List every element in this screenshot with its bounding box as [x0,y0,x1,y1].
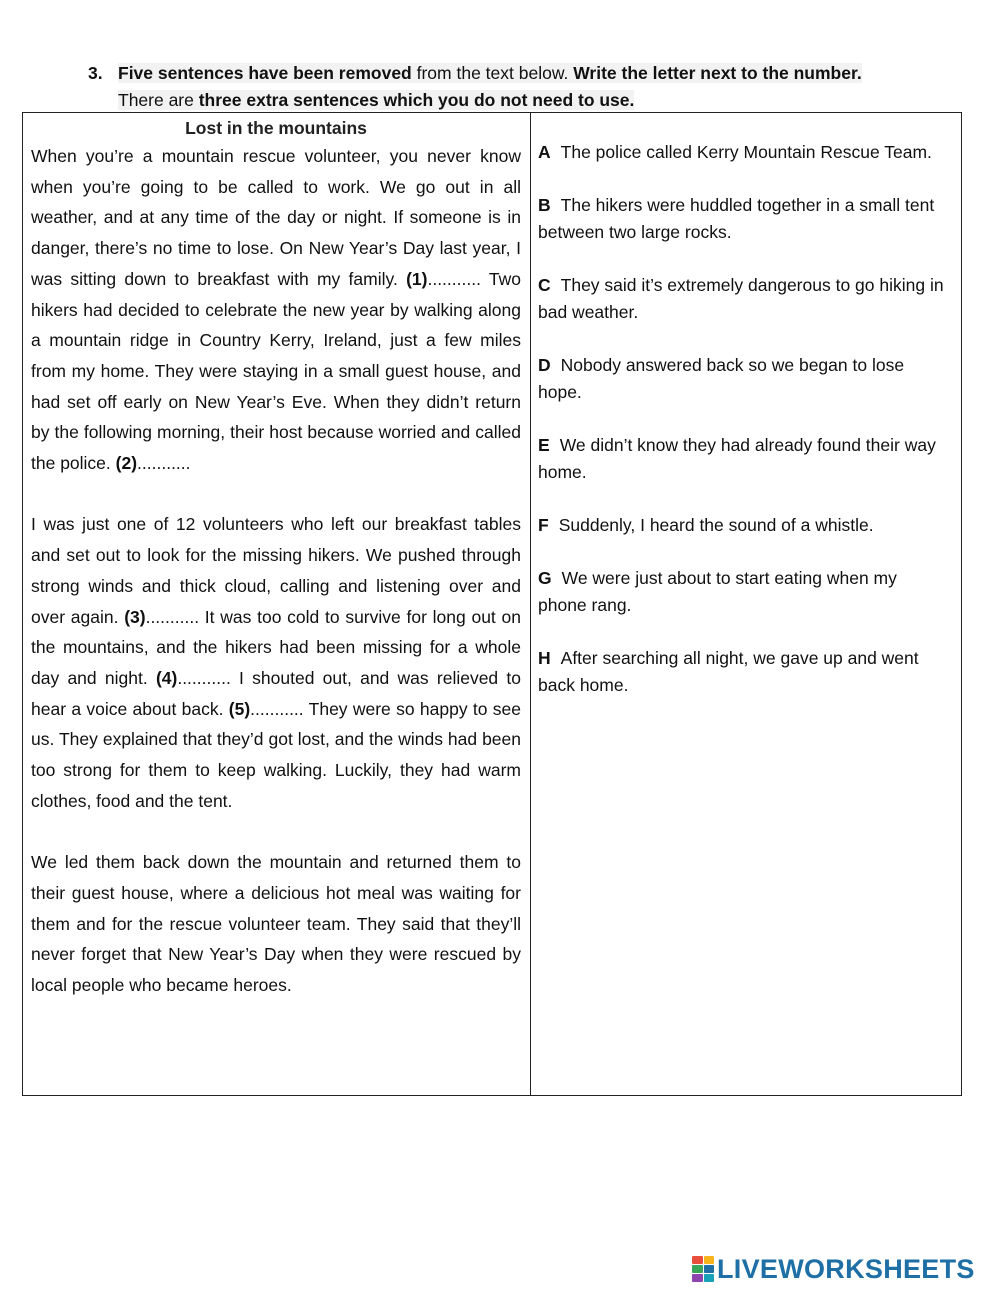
option-letter: F [538,515,549,535]
instruction-bold-3: three extra sentences which you do not need to use. [198,90,635,110]
story-paragraph-2: I was just one of 12 volunteers who left our breakfast tables and set out to look for the missing hikers. We pushed through strong winds and thick cloud, calling and listening over and over again. (3)........... It was too cold to survive for long out on the mountains, and the hikers had been missing for a whole day and night. (4)........... I shouted out, and was relieved to hear a voice about back. (5)........... They were so happy to see us. They explained that they’d got lost, and the winds had been too strong for them to keep walking. Luckily, they had warm clothes, food and the tent. [31,514,521,811]
gap-5: (5) [228,698,251,719]
options-column [538,139,948,725]
option-letter: D [538,355,551,375]
option-e [538,432,948,486]
gap-1: (1) [406,268,428,289]
option-letter: G [538,568,552,588]
option-text: We didn’t know they had already found their way home. [538,435,936,482]
story-title: Lost in the mountains [185,118,367,138]
option-letter: C [538,275,551,295]
option-text: The police called Kerry Mountain Rescue Team. [560,142,932,162]
option-f [538,512,948,539]
instruction-text-1: from the text below. [411,63,574,83]
gap-3: (3) [124,606,146,627]
option-h [538,645,948,699]
option-text: Nobody answered back so we began to lose hope. [538,355,905,402]
option-b [538,192,948,246]
option-letter: H [538,648,551,668]
story-paragraph-3: We led them back down the mountain and returned them to their guest house, where a delicious hot meal was waiting for them and for the rescue volunteer team. They said that they’ll never forget that New Year’s Day when they were rescued by local people who became heroes. [31,852,521,995]
option-letter: A [538,142,551,162]
option-text: They said it’s extremely dangerous to go hiking in bad weather. [538,275,944,322]
instruction-bold-2: Write the letter next to the number. [573,63,862,83]
option-c [538,272,948,326]
instructions [88,60,968,114]
option-text: Suddenly, I heard the sound of a whistle. [558,515,874,535]
instruction-text-2: There are [118,90,199,110]
question-number: 3. [88,63,103,83]
gap-4: (4) [155,667,178,688]
exercise-table [22,112,962,1096]
option-letter: B [538,195,551,215]
column-divider [530,113,531,1095]
option-text: After searching all night, we gave up and went back home. [538,648,919,695]
logo-text: LIVEWORKSHEETS [717,1253,975,1284]
liveworksheets-logo[interactable] [692,1252,975,1286]
option-text: The hikers were huddled together in a small tent between two large rocks. [538,195,935,242]
option-text: We were just about to start eating when my phone rang. [538,568,897,615]
option-g [538,565,948,619]
option-a [538,139,948,166]
story-column [31,115,521,1001]
logo-blocks-icon [692,1256,714,1282]
option-letter: E [538,435,550,455]
option-d [538,352,948,406]
instruction-bold-1: Five sentences have been removed [118,63,412,83]
story-paragraph-1: When you’re a mountain rescue volunteer, you never know when you’re going to be called to work. We go out in all weather, and at any time of the day or night. If someone is in danger, there’s no time to lose. On New Year’s Day last year, I was sitting down to breakfast with my family. (1)........... Two hikers had decided to celebrate the new year by walking along a mountain ridge in Country Kerry, Ireland, just a few miles from my home. They were staying in a small guest house, and had set off early on New Year’s Eve. When they didn’t return by the following morning, their host because worried and called the police. (2)........... [31,146,521,474]
gap-2: (2) [115,453,138,474]
